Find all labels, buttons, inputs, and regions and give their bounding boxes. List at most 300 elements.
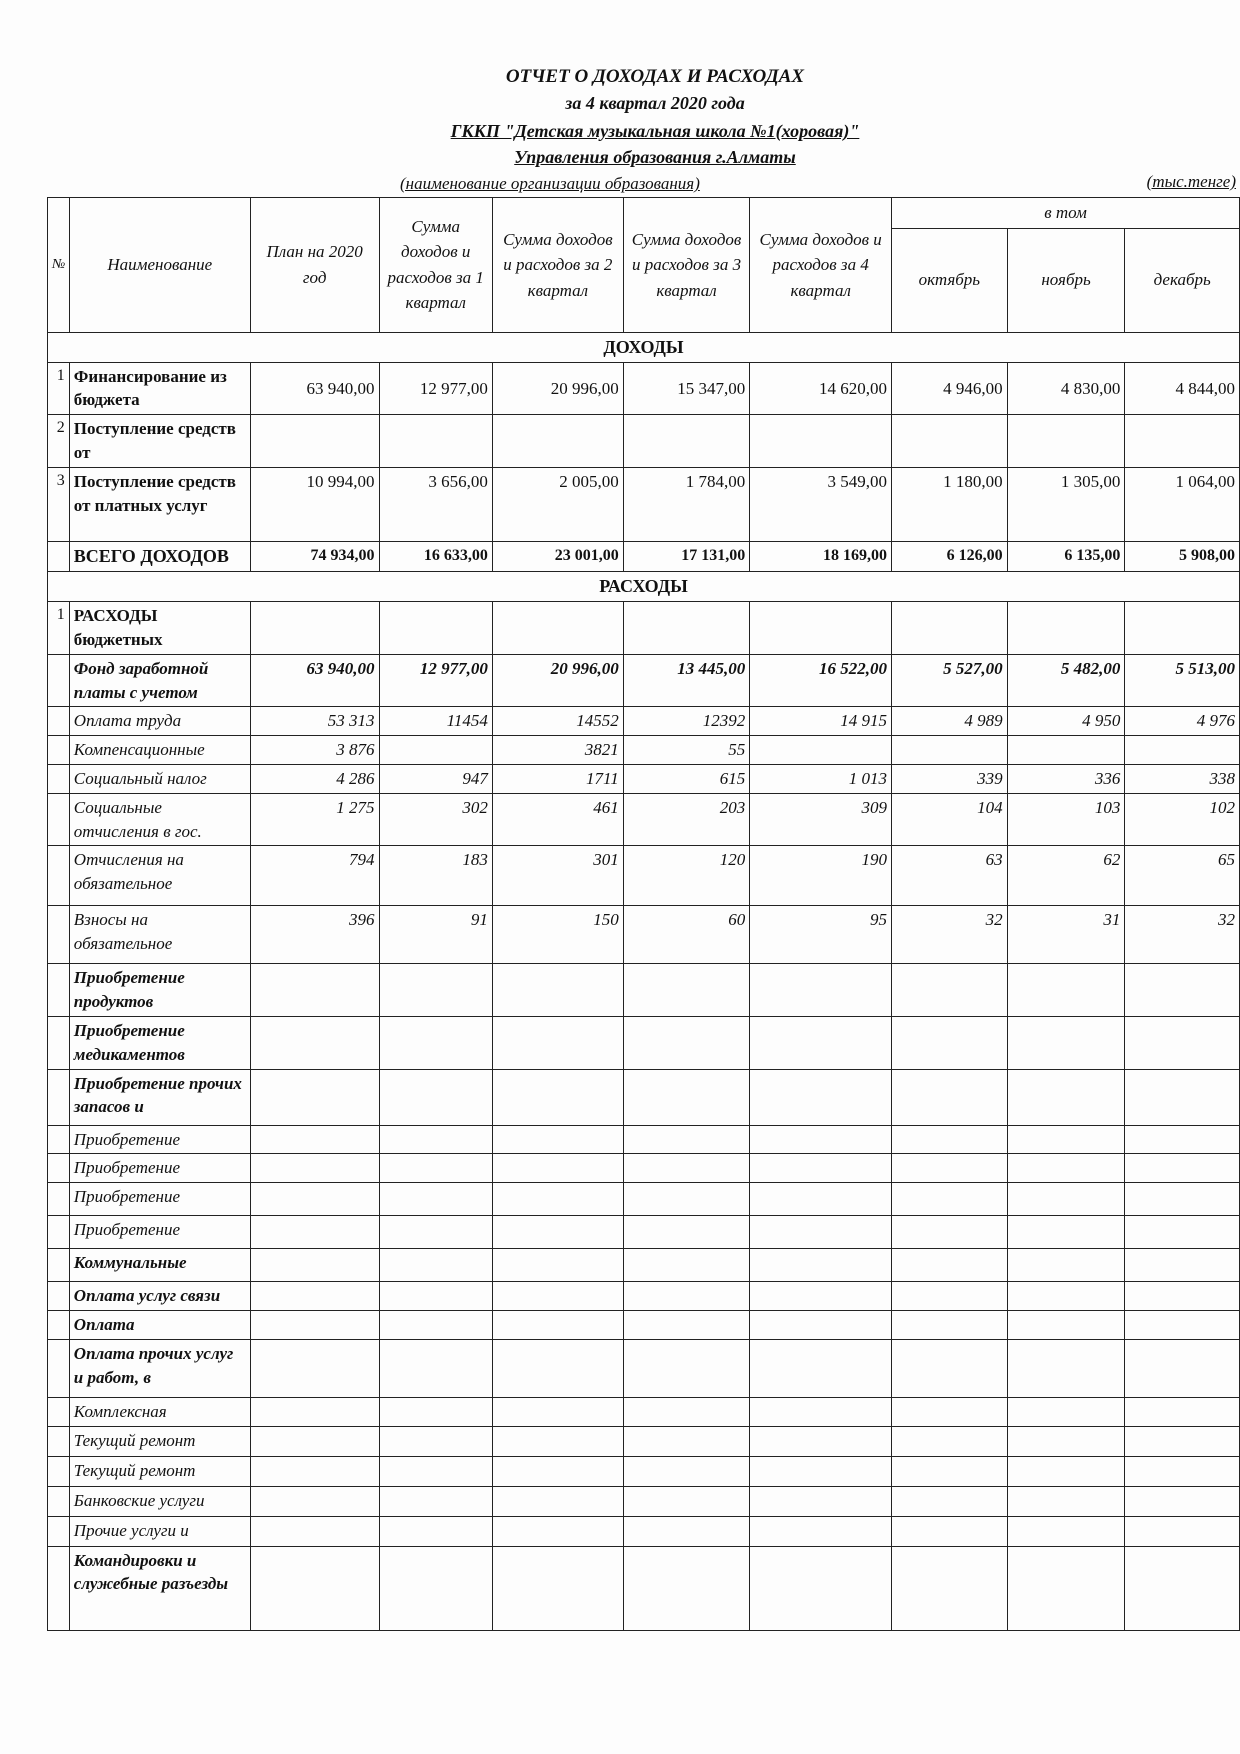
- cell-q4: [750, 1249, 892, 1282]
- row-name: Комплексная: [69, 1397, 250, 1426]
- row-number: [48, 1282, 70, 1311]
- cell-q3: [623, 1183, 750, 1216]
- cell-q4: [750, 736, 892, 765]
- cell-oct: [892, 1397, 1008, 1426]
- cell-q2: [492, 1069, 623, 1125]
- cell-q2: 301: [492, 846, 623, 906]
- cell-q3: [623, 1249, 750, 1282]
- section-row: [48, 332, 1240, 362]
- document-header: [0, 0, 1240, 200]
- cell-q2: [492, 1311, 623, 1340]
- cell-q2: 150: [492, 906, 623, 964]
- cell-dec: [1125, 1486, 1240, 1516]
- cell-q1: [379, 736, 492, 765]
- cell-oct: 104: [892, 793, 1008, 846]
- table-row: [48, 736, 1240, 765]
- cell-plan: 3 876: [250, 736, 379, 765]
- cell-q2: [492, 1456, 623, 1486]
- cell-oct: 63: [892, 846, 1008, 906]
- cell-q1: [379, 1546, 492, 1630]
- cell-q1: [379, 1154, 492, 1183]
- cell-oct: [892, 1017, 1008, 1070]
- cell-oct: [892, 1154, 1008, 1183]
- cell-q4: [750, 602, 892, 655]
- cell-dec: [1125, 1426, 1240, 1456]
- cell-q1: 16 633,00: [379, 541, 492, 571]
- cell-oct: [892, 1216, 1008, 1249]
- cell-nov: [1007, 1516, 1125, 1546]
- row-name: Приобретение прочих запасов и: [69, 1069, 250, 1125]
- cell-q3: [623, 1339, 750, 1397]
- row-name: Поступление средств от платных услуг: [69, 467, 250, 541]
- cell-q3: [623, 1125, 750, 1154]
- cell-q1: [379, 1282, 492, 1311]
- cell-dec: [1125, 1516, 1240, 1546]
- row-number: [48, 1183, 70, 1216]
- cell-nov: [1007, 1456, 1125, 1486]
- table-row: [48, 1486, 1240, 1516]
- cell-q4: [750, 1282, 892, 1311]
- cell-q1: [379, 1125, 492, 1154]
- cell-q3: [623, 1216, 750, 1249]
- cell-q3: [623, 415, 750, 468]
- cell-nov: [1007, 1282, 1125, 1311]
- cell-plan: [250, 1546, 379, 1630]
- cell-q1: 12 977,00: [379, 362, 492, 415]
- col-header-q4: Сумма доходов и расходов за 4 квартал: [750, 198, 892, 333]
- cell-oct: 4 946,00: [892, 362, 1008, 415]
- row-name: Приобретение: [69, 1183, 250, 1216]
- row-name: Компенсационные: [69, 736, 250, 765]
- table-row: [48, 1516, 1240, 1546]
- row-number: [48, 1125, 70, 1154]
- cell-oct: [892, 1183, 1008, 1216]
- cell-q2: [492, 415, 623, 468]
- cell-plan: [250, 1397, 379, 1426]
- cell-q1: [379, 1069, 492, 1125]
- cell-q3: [623, 1397, 750, 1426]
- expense-section-title: РАСХОДЫ: [48, 572, 1240, 602]
- cell-q2: 2 005,00: [492, 467, 623, 541]
- cell-q4: [750, 1125, 892, 1154]
- cell-dec: 65: [1125, 846, 1240, 906]
- cell-plan: [250, 1339, 379, 1397]
- cell-q1: [379, 1216, 492, 1249]
- row-name: Оплата: [69, 1311, 250, 1340]
- cell-oct: [892, 1426, 1008, 1456]
- table-row: [48, 846, 1240, 906]
- cell-q4: [750, 1154, 892, 1183]
- cell-oct: [892, 1125, 1008, 1154]
- section-row: [48, 572, 1240, 602]
- cell-q1: [379, 415, 492, 468]
- cell-q4: [750, 1069, 892, 1125]
- cell-oct: [892, 964, 1008, 1017]
- row-number: [48, 1154, 70, 1183]
- row-name: Отчисления на обязательное: [69, 846, 250, 906]
- cell-dec: [1125, 1397, 1240, 1426]
- cell-oct: [892, 1339, 1008, 1397]
- table-row: [48, 1339, 1240, 1397]
- cell-plan: [250, 1456, 379, 1486]
- row-number: 1: [48, 602, 70, 655]
- cell-plan: [250, 1282, 379, 1311]
- cell-oct: [892, 1486, 1008, 1516]
- cell-nov: [1007, 1069, 1125, 1125]
- table-row: [48, 1154, 1240, 1183]
- table-row: [48, 1069, 1240, 1125]
- cell-q1: [379, 1456, 492, 1486]
- cell-dec: 4 976: [1125, 707, 1240, 736]
- cell-q1: [379, 964, 492, 1017]
- report-period: за 4 квартал 2020 года: [565, 93, 745, 113]
- cell-q3: 55: [623, 736, 750, 765]
- cell-dec: 32: [1125, 906, 1240, 964]
- table-row: [48, 1311, 1240, 1340]
- cell-q1: 3 656,00: [379, 467, 492, 541]
- cell-plan: [250, 964, 379, 1017]
- organization-name: ГККП "Детская музыкальная школа №1(хоровая)": [450, 121, 860, 141]
- cell-q4: 3 549,00: [750, 467, 892, 541]
- cell-q1: 183: [379, 846, 492, 906]
- cell-nov: [1007, 1546, 1125, 1630]
- cell-q4: [750, 1516, 892, 1546]
- cell-q4: [750, 1017, 892, 1070]
- cell-oct: [892, 736, 1008, 765]
- cell-dec: [1125, 1249, 1240, 1282]
- cell-q2: [492, 1125, 623, 1154]
- cell-nov: 1 305,00: [1007, 467, 1125, 541]
- cell-dec: 338: [1125, 765, 1240, 794]
- row-name: Коммунальные: [69, 1249, 250, 1282]
- cell-dec: [1125, 415, 1240, 468]
- cell-dec: 102: [1125, 793, 1240, 846]
- cell-q4: [750, 1216, 892, 1249]
- row-number: 3: [48, 467, 70, 541]
- cell-oct: 5 527,00: [892, 654, 1008, 707]
- cell-q4: 309: [750, 793, 892, 846]
- cell-plan: 396: [250, 906, 379, 964]
- cell-nov: 103: [1007, 793, 1125, 846]
- cell-plan: [250, 1183, 379, 1216]
- table-row: [48, 964, 1240, 1017]
- col-header-name: Наименование: [69, 198, 250, 333]
- cell-oct: 32: [892, 906, 1008, 964]
- row-number: [48, 1516, 70, 1546]
- cell-q3: [623, 1154, 750, 1183]
- cell-q4: 14 915: [750, 707, 892, 736]
- cell-q1: [379, 602, 492, 655]
- cell-oct: [892, 1282, 1008, 1311]
- table-row: [48, 1249, 1240, 1282]
- cell-plan: [250, 415, 379, 468]
- col-header-oct: октябрь: [892, 228, 1008, 332]
- cell-dec: [1125, 1125, 1240, 1154]
- row-number: [48, 1397, 70, 1426]
- organization-note: (наименование организации образования): [400, 174, 700, 193]
- cell-dec: [1125, 1069, 1240, 1125]
- table-row: [48, 765, 1240, 794]
- cell-q4: [750, 1397, 892, 1426]
- row-number: 1: [48, 362, 70, 415]
- cell-nov: [1007, 1249, 1125, 1282]
- cell-q2: [492, 1546, 623, 1630]
- cell-plan: 4 286: [250, 765, 379, 794]
- table-row: [48, 362, 1240, 415]
- cell-q1: [379, 1017, 492, 1070]
- row-number: 2: [48, 415, 70, 468]
- cell-plan: [250, 1125, 379, 1154]
- row-name: Взносы на обязательное: [69, 906, 250, 964]
- col-header-in-that: в том: [892, 198, 1240, 229]
- cell-q1: 12 977,00: [379, 654, 492, 707]
- cell-nov: [1007, 1125, 1125, 1154]
- cell-q1: 91: [379, 906, 492, 964]
- row-name: Социальные отчисления в гос.: [69, 793, 250, 846]
- income-section-title: ДОХОДЫ: [48, 332, 1240, 362]
- cell-plan: [250, 1311, 379, 1340]
- cell-dec: 4 844,00: [1125, 362, 1240, 415]
- cell-q2: [492, 1183, 623, 1216]
- cell-q3: 12392: [623, 707, 750, 736]
- row-name: Банковские услуги: [69, 1486, 250, 1516]
- cell-q4: [750, 415, 892, 468]
- cell-q2: [492, 1486, 623, 1516]
- table-row: [48, 1426, 1240, 1456]
- cell-plan: [250, 1216, 379, 1249]
- cell-q1: [379, 1426, 492, 1456]
- cell-nov: 4 830,00: [1007, 362, 1125, 415]
- row-number: [48, 654, 70, 707]
- cell-q1: [379, 1249, 492, 1282]
- cell-nov: [1007, 1154, 1125, 1183]
- cell-q3: [623, 1486, 750, 1516]
- row-number: [48, 1456, 70, 1486]
- cell-q3: 13 445,00: [623, 654, 750, 707]
- row-number: [48, 765, 70, 794]
- cell-q4: [750, 1486, 892, 1516]
- table-row: [48, 1397, 1240, 1426]
- row-name: Текущий ремонт: [69, 1456, 250, 1486]
- cell-oct: 6 126,00: [892, 541, 1008, 571]
- cell-q1: [379, 1397, 492, 1426]
- cell-q2: 20 996,00: [492, 362, 623, 415]
- cell-q2: [492, 602, 623, 655]
- table-row: [48, 467, 1240, 541]
- row-name: Приобретение продуктов: [69, 964, 250, 1017]
- cell-q4: 95: [750, 906, 892, 964]
- cell-nov: [1007, 1486, 1125, 1516]
- cell-oct: 4 989: [892, 707, 1008, 736]
- cell-oct: [892, 1516, 1008, 1546]
- table-row: [48, 1282, 1240, 1311]
- cell-q3: 120: [623, 846, 750, 906]
- cell-q4: 18 169,00: [750, 541, 892, 571]
- table-row: [48, 906, 1240, 964]
- row-number: [48, 793, 70, 846]
- row-number: [48, 964, 70, 1017]
- cell-q1: [379, 1183, 492, 1216]
- cell-q3: [623, 1069, 750, 1125]
- row-name: Текущий ремонт: [69, 1426, 250, 1456]
- cell-nov: [1007, 1426, 1125, 1456]
- cell-q1: [379, 1516, 492, 1546]
- table-row: [48, 415, 1240, 468]
- cell-oct: [892, 1311, 1008, 1340]
- cell-q1: [379, 1311, 492, 1340]
- cell-nov: [1007, 1339, 1125, 1397]
- cell-oct: [892, 1456, 1008, 1486]
- row-name: Приобретение: [69, 1154, 250, 1183]
- cell-q4: [750, 964, 892, 1017]
- cell-q4: [750, 1183, 892, 1216]
- cell-q4: [750, 1546, 892, 1630]
- cell-nov: [1007, 1397, 1125, 1426]
- cell-q1: 11454: [379, 707, 492, 736]
- cell-q4: [750, 1426, 892, 1456]
- cell-q3: [623, 1546, 750, 1630]
- row-name: ВСЕГО ДОХОДОВ: [69, 541, 250, 571]
- row-name: Командировки и служебные разъезды: [69, 1546, 250, 1630]
- cell-dec: [1125, 964, 1240, 1017]
- row-name: Приобретение медикаментов: [69, 1017, 250, 1070]
- cell-q3: 15 347,00: [623, 362, 750, 415]
- cell-q2: [492, 1154, 623, 1183]
- row-name: Фонд заработной платы с учетом: [69, 654, 250, 707]
- income-expense-table: [47, 197, 1240, 1631]
- cell-q3: 203: [623, 793, 750, 846]
- cell-dec: [1125, 1017, 1240, 1070]
- cell-q4: [750, 1456, 892, 1486]
- cell-plan: [250, 1486, 379, 1516]
- cell-q3: [623, 1282, 750, 1311]
- row-number: [48, 1311, 70, 1340]
- table-header-row: [48, 198, 1240, 229]
- table-row: [48, 1125, 1240, 1154]
- cell-q4: 16 522,00: [750, 654, 892, 707]
- cell-plan: 63 940,00: [250, 654, 379, 707]
- cell-q2: 1711: [492, 765, 623, 794]
- cell-q2: 14552: [492, 707, 623, 736]
- cell-oct: 1 180,00: [892, 467, 1008, 541]
- cell-dec: [1125, 1282, 1240, 1311]
- cell-plan: [250, 1426, 379, 1456]
- col-header-q2: Сумма доходов и расходов за 2 квартал: [492, 198, 623, 333]
- cell-nov: 62: [1007, 846, 1125, 906]
- col-header-q3: Сумма доходов и расходов за 3 квартал: [623, 198, 750, 333]
- table-row: [48, 793, 1240, 846]
- cell-nov: [1007, 602, 1125, 655]
- row-number: [48, 1216, 70, 1249]
- row-number: [48, 541, 70, 571]
- cell-nov: [1007, 1216, 1125, 1249]
- cell-plan: 74 934,00: [250, 541, 379, 571]
- table-row: [48, 1546, 1240, 1630]
- cell-q2: [492, 1249, 623, 1282]
- row-name: Оплата прочих услуг и работ, в: [69, 1339, 250, 1397]
- cell-dec: 5 908,00: [1125, 541, 1240, 571]
- col-header-nov: ноябрь: [1007, 228, 1125, 332]
- cell-q2: 23 001,00: [492, 541, 623, 571]
- cell-nov: 6 135,00: [1007, 541, 1125, 571]
- cell-plan: [250, 1516, 379, 1546]
- units-label: (тыс.тенге): [1146, 172, 1236, 191]
- cell-q1: 302: [379, 793, 492, 846]
- cell-dec: [1125, 602, 1240, 655]
- cell-nov: [1007, 736, 1125, 765]
- row-name: Финансирование из бюджета: [69, 362, 250, 415]
- cell-q4: [750, 1311, 892, 1340]
- row-name: Прочие услуги и: [69, 1516, 250, 1546]
- cell-q2: [492, 1017, 623, 1070]
- cell-q3: [623, 1017, 750, 1070]
- row-name: Оплата услуг связи: [69, 1282, 250, 1311]
- cell-q4: 190: [750, 846, 892, 906]
- cell-plan: 53 313: [250, 707, 379, 736]
- cell-q2: 461: [492, 793, 623, 846]
- cell-q3: [623, 1456, 750, 1486]
- cell-plan: 1 275: [250, 793, 379, 846]
- row-name: Социальный налог: [69, 765, 250, 794]
- cell-dec: [1125, 736, 1240, 765]
- row-name: Приобретение: [69, 1125, 250, 1154]
- cell-q4: [750, 1339, 892, 1397]
- cell-q4: 14 620,00: [750, 362, 892, 415]
- cell-oct: [892, 1069, 1008, 1125]
- col-header-no: №: [48, 198, 70, 333]
- row-name: Оплата труда: [69, 707, 250, 736]
- cell-nov: [1007, 415, 1125, 468]
- row-number: [48, 1486, 70, 1516]
- cell-q3: 17 131,00: [623, 541, 750, 571]
- row-name: РАСХОДЫ бюджетных: [69, 602, 250, 655]
- cell-nov: 336: [1007, 765, 1125, 794]
- cell-nov: 5 482,00: [1007, 654, 1125, 707]
- cell-q3: [623, 1426, 750, 1456]
- cell-plan: [250, 1017, 379, 1070]
- cell-q2: 3821: [492, 736, 623, 765]
- cell-dec: [1125, 1339, 1240, 1397]
- cell-q2: [492, 1282, 623, 1311]
- table-row: [48, 1183, 1240, 1216]
- cell-q3: 60: [623, 906, 750, 964]
- row-name: Поступление средств от: [69, 415, 250, 468]
- cell-dec: 1 064,00: [1125, 467, 1240, 541]
- cell-plan: [250, 1154, 379, 1183]
- row-number: [48, 906, 70, 964]
- cell-oct: [892, 1546, 1008, 1630]
- col-header-plan: План на 2020 год: [250, 198, 379, 333]
- cell-q2: [492, 1516, 623, 1546]
- col-header-dec: декабрь: [1125, 228, 1240, 332]
- cell-q2: [492, 1426, 623, 1456]
- cell-nov: [1007, 1183, 1125, 1216]
- cell-q2: [492, 1339, 623, 1397]
- cell-q1: [379, 1486, 492, 1516]
- cell-plan: [250, 1249, 379, 1282]
- cell-q2: [492, 1397, 623, 1426]
- cell-plan: 10 994,00: [250, 467, 379, 541]
- cell-dec: [1125, 1546, 1240, 1630]
- cell-nov: 4 950: [1007, 707, 1125, 736]
- row-number: [48, 1339, 70, 1397]
- table-row: [48, 1456, 1240, 1486]
- cell-q2: 20 996,00: [492, 654, 623, 707]
- income-total-row: [48, 541, 1240, 571]
- cell-q3: [623, 1516, 750, 1546]
- cell-oct: [892, 415, 1008, 468]
- cell-q3: [623, 1311, 750, 1340]
